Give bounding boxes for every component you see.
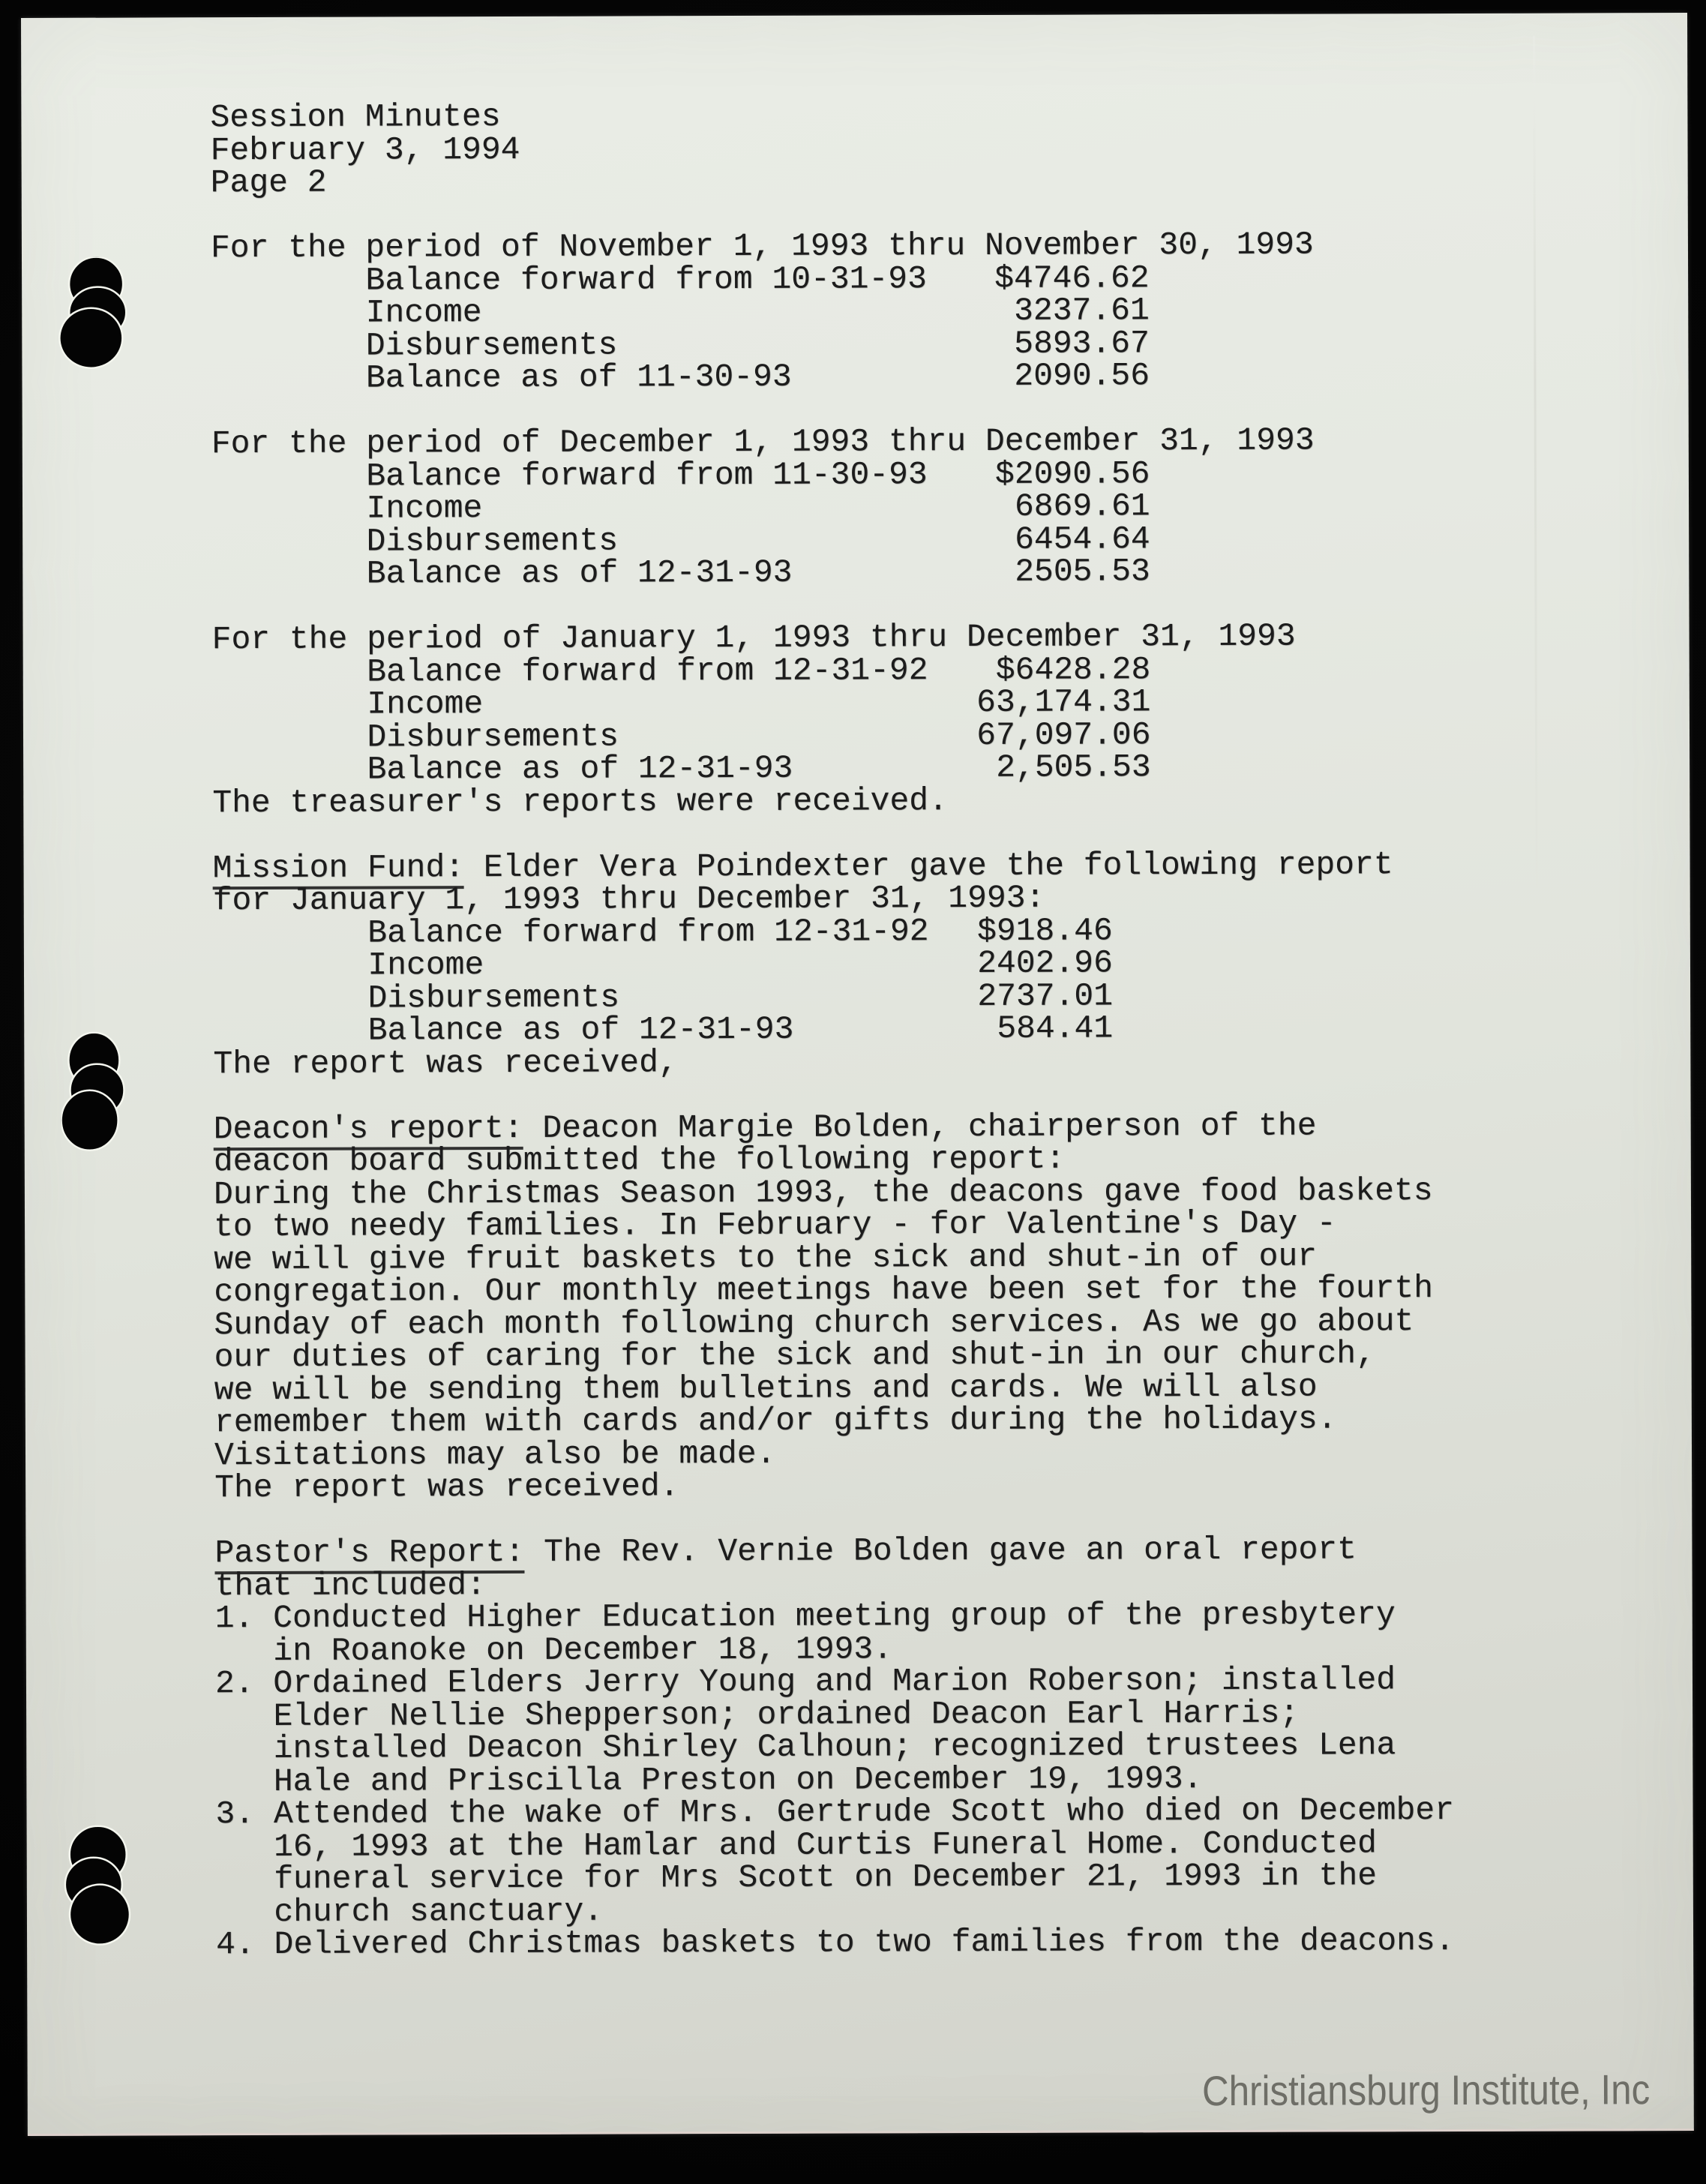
pastors-report-item: in Roanoke on December 18, 1993. xyxy=(214,1630,893,1670)
paper-crease xyxy=(1533,36,1538,898)
deacons-report-text: our duties of caring for the sick and shut-in in our church, xyxy=(214,1335,1375,1376)
row-label: Income xyxy=(367,686,484,723)
row-value: 6454.64 xyxy=(1014,520,1150,558)
row-value: 63,174.31 xyxy=(976,683,1151,722)
pastors-report-item: installed Deacon Shirley Calhoun; recognized trustees Lena xyxy=(215,1726,1396,1768)
period-heading: For the period of December 1, 1993 thru December 31, 1993 xyxy=(211,422,1315,463)
row-label: Balance as of 11-30-93 xyxy=(365,358,792,397)
deacons-report-heading-rest: Deacon Margie Bolden, chairperson of the xyxy=(523,1107,1317,1147)
financial-row xyxy=(212,683,1151,723)
financial-row xyxy=(213,946,1113,982)
financial-row xyxy=(212,748,1151,788)
financial-row xyxy=(213,1012,1113,1047)
financial-row xyxy=(211,520,1150,560)
deacons-report-text: remember them with cards and/or gifts during the holidays. xyxy=(214,1400,1337,1442)
doc-page-number: Page 2 xyxy=(210,164,327,202)
deacons-report-heading-line xyxy=(214,1109,1453,1146)
row-label: Income xyxy=(366,490,483,527)
row-value: $918.46 xyxy=(977,911,1113,950)
pastors-report-heading-rest: The Rev. Vernie Bolden gave an oral report xyxy=(524,1531,1357,1570)
mission-fund-heading-rest: Elder Vera Poindexter gave the following report xyxy=(463,845,1393,886)
pastors-report-item: Elder Nellie Shepperson; ordained Deacon Earl Harris; xyxy=(215,1694,1300,1735)
mission-fund-note: The report was received, xyxy=(213,1043,678,1082)
pastors-report-item: funeral service for Mrs Scott on December 21, 1993 in the xyxy=(215,1857,1378,1898)
financial-row xyxy=(211,490,1150,525)
period-heading: For the period of November 1, 1993 thru November 30, 1993 xyxy=(210,226,1314,267)
treasurer-note: The treasurer's reports were received. xyxy=(212,782,948,821)
financial-row xyxy=(211,454,1150,495)
row-label: Disbursements xyxy=(366,522,619,560)
pastors-report-item: 4. Delivered Christmas baskets to two families from the deacons. xyxy=(215,1922,1455,1964)
hole-punch-top xyxy=(57,257,128,370)
hole-punch-bottom xyxy=(62,1825,134,1946)
hole-punch-middle xyxy=(61,1032,127,1152)
pastors-report-item: 3. Attended the wake of Mrs. Gertrude Scott who died on December xyxy=(215,1792,1455,1833)
deacons-report-text: deacon board submitted the following report: xyxy=(213,1140,1066,1180)
financial-row xyxy=(213,976,1114,1017)
row-value: 2,505.53 xyxy=(996,748,1151,786)
mission-fund-heading-line xyxy=(212,845,1451,886)
deacons-report-text: Visitations may also be made. xyxy=(214,1435,776,1474)
deacons-report-text: During the Christmas Season 1993, the deacons gave food baskets xyxy=(213,1172,1433,1213)
pastors-report-heading-line xyxy=(214,1533,1453,1570)
row-value: $6428.28 xyxy=(995,650,1151,688)
deacons-report-text: to two needy families. In February - for Valentine's Day - xyxy=(213,1204,1336,1246)
archive-watermark: Christiansburg Institute, Inc xyxy=(1202,2066,1651,2115)
row-value: 584.41 xyxy=(997,1010,1114,1047)
row-label: Disbursements xyxy=(367,718,619,756)
row-value: 3237.61 xyxy=(1014,292,1150,329)
document-page xyxy=(21,13,1694,2136)
deacons-report-text: we will give fruit baskets to the sick and shut-in of our xyxy=(214,1238,1318,1278)
row-label: Disbursements xyxy=(365,326,618,364)
pastors-report-item: 16, 1993 at the Hamlar and Curtis Funeral Home. Conducted xyxy=(215,1824,1377,1865)
pastors-report-item: church sanctuary. xyxy=(215,1892,604,1930)
row-value: 2402.96 xyxy=(977,944,1113,982)
financial-row xyxy=(211,324,1150,364)
financial-row xyxy=(211,292,1150,332)
pastors-report-item: Hale and Priscilla Preston on December 19, 1993. xyxy=(215,1760,1203,1800)
pastors-report-item: 2. Ordained Elders Jerry Young and Marion Roberson; installed xyxy=(214,1661,1396,1702)
row-label: Balance as of 12-31-93 xyxy=(366,554,793,592)
row-label: Balance as of 12-31-93 xyxy=(367,749,793,788)
mission-fund-heading: Mission Fund: xyxy=(212,849,464,890)
deacons-report-text: congregation. Our monthly meetings have been set for the fourth xyxy=(214,1270,1434,1311)
row-label: Balance forward from 10-31-93 xyxy=(365,260,927,299)
period-heading: For the period of January 1, 1993 thru December 31, 1993 xyxy=(211,617,1296,658)
pastors-report-item: 1. Conducted Higher Education meeting group of the presbytery xyxy=(214,1596,1396,1637)
doc-title: Session Minutes xyxy=(210,98,501,136)
deacons-report-text: Sunday of each month following church services. As we go about xyxy=(214,1302,1414,1343)
pastors-report-heading: Pastor's Report: xyxy=(214,1534,524,1574)
doc-date: February 3, 1994 xyxy=(210,130,520,169)
row-label: Disbursements xyxy=(367,978,620,1017)
row-label: Balance forward from 12-31-92 xyxy=(367,651,928,691)
row-value: $4746.62 xyxy=(994,259,1150,297)
row-label: Income xyxy=(365,294,482,332)
row-value: 5893.67 xyxy=(1014,324,1150,362)
mission-fund-period: for January 1, 1993 thru December 31, 1993: xyxy=(212,879,1045,920)
financial-row xyxy=(211,259,1150,299)
row-label: Balance forward from 11-30-93 xyxy=(366,455,928,495)
financial-row xyxy=(211,555,1150,590)
row-label: Balance as of 12-31-93 xyxy=(367,1010,794,1049)
row-label: Balance forward from 12-31-92 xyxy=(367,912,929,952)
row-value: 67,097.06 xyxy=(976,716,1151,754)
typewritten-text xyxy=(210,98,1455,1964)
row-value: 6869.61 xyxy=(1014,488,1150,525)
pastors-report-intro: that included: xyxy=(214,1566,486,1604)
row-value: $2090.56 xyxy=(994,454,1150,493)
deacons-report-heading: Deacon's report: xyxy=(214,1109,523,1150)
deacons-report-text: we will be sending them bulletins and cards. We will also xyxy=(214,1368,1318,1408)
row-value: 2505.53 xyxy=(1015,553,1150,590)
row-label: Income xyxy=(367,946,484,984)
deacons-report-note: The report was received. xyxy=(214,1468,679,1507)
row-value: 2737.01 xyxy=(977,976,1114,1015)
row-value: 2090.56 xyxy=(1014,357,1150,394)
financial-row xyxy=(211,357,1150,397)
